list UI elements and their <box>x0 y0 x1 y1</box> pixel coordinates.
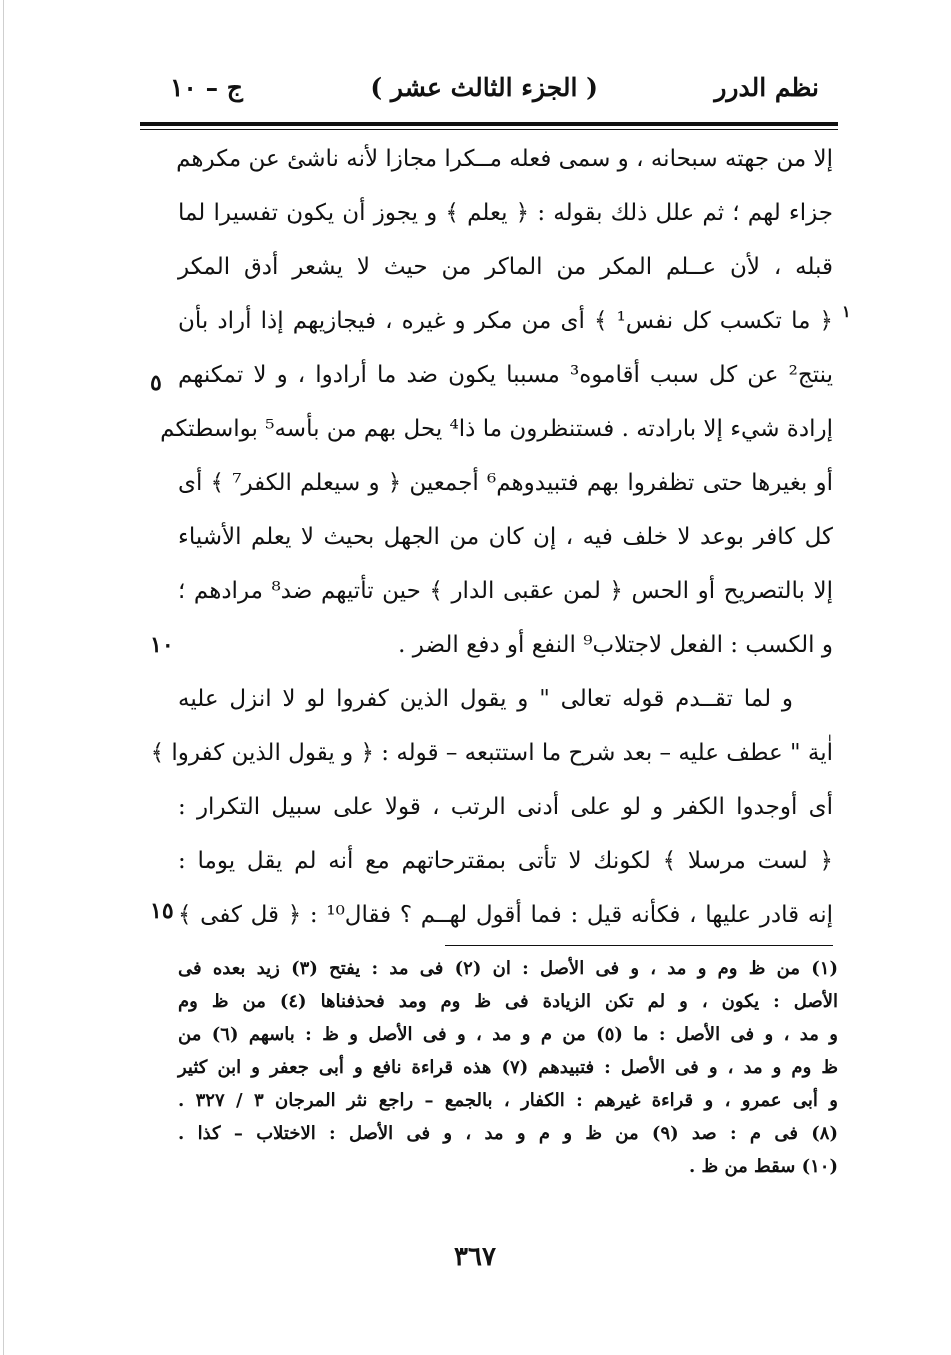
header-rule-thin <box>140 129 838 130</box>
text-line: إرادة شيء إلا بارادته . فستنظرون ما ذا⁴ يحل بهم من بأسه⁵ بواسطتكم <box>160 416 833 442</box>
line-number-5: ٥ <box>150 370 162 396</box>
text-line: ﴿ ما تكسب كل نفس¹ ﴾ أى من مكر و غيره ، فيجازيهم إذا أراد بأن <box>178 308 833 334</box>
line-number-15: ١٥ <box>150 898 174 924</box>
text-line: إلا بالتصريح أو الحس ﴿ لمن عقبى الدار ﴾ حين تأتيهم ضد⁸ مرادهم ؛ <box>178 578 833 604</box>
page-edge <box>3 0 4 1355</box>
running-book-title: نظم الدرر <box>714 73 819 102</box>
text-line: قبله ، لأن عــلم المكر من الماكر من حيث لا يشعر أدق المكر <box>178 254 833 280</box>
footnote-line: ظ وم و مد ، و فى الأصل : فتبيدهم (٧) هذه قراءة نافع و أبى جعفر و ابن كثير <box>178 1057 838 1078</box>
text-line: اٰية " عطف عليه – بعد شرح ما استتبعه – قوله : ﴿ و يقول الذين كفروا ﴾ <box>150 740 833 766</box>
running-volume-ref: ج – ١٠ <box>170 73 243 102</box>
footnote-rule <box>445 945 833 946</box>
footnotes <box>178 952 838 1183</box>
text-line: أو بغيرها حتى تظفروا بهم فتبيدوهم⁶ أجمعين ﴿ و سيعلم الكفر⁷ ﴾ أى <box>178 470 834 496</box>
text-line: ينتج² عن كل سبب أقاموه³ مسببا يكون ضد ما أرادوا ، و لا تمكنهم <box>178 362 833 388</box>
footnote-line: الأصل : يكون ، و لم تكن الزيادة فى ظ وم ومد فحذفناها (٤) من ظ وم <box>178 991 838 1012</box>
page-number: ٣٦٧ <box>454 1242 496 1272</box>
text-line: و الكسب : الفعل لاجتلاب⁹ النفع أو دفع الضر . <box>398 632 833 658</box>
line-number-10: ١٠ <box>150 632 174 658</box>
text-line: جزاء لهم ؛ ثم علل ذلك بقوله : ﴿ يعلم ﴾ و يجوز أن يكون تفسيرا لما <box>178 200 833 226</box>
footnote-line: (٨) فى م : صد (٩) من ظ و م و مد ، و فى الأصل : الاختلاب – كذا . <box>178 1123 838 1144</box>
text-line: ﴿ لست مرسلا ﴾ لكونك لا تأتى بمقترحاتهم مع أنه لم يقل يوما : <box>178 848 833 874</box>
footnote-line: (١) من ظ وم و مد ، و فى الأصل : ان (٢) فى مد : يفتح (٣) زيد بعده فى <box>178 958 838 979</box>
footnote-line: و أبى عمرو ، و قراءة غيرهم : الكفار ، بالجمع – راجع نثر المرجان ٣ / ٣٢٧ . <box>178 1090 838 1111</box>
text-line: و لما تقــدم قوله تعالى " و يقول الذين كفروا لو لا انزل عليه <box>178 686 793 712</box>
footnote-line: (١٠) سقط من ظ . <box>689 1156 838 1177</box>
running-part-title: ( الجزء الثالث عشر ) <box>370 73 598 102</box>
text-line: كل كافر بوعد لا خلف فيه ، إن كان من الجهل بحيث لا يعلم الأشياء <box>178 524 833 550</box>
text-line: إنه قادر عليها ، فكأنه قيل : فما أقول لهــم ؟ فقال¹⁰ : ﴿ قل كفى ﴾ <box>178 902 833 928</box>
text-line: أى أوجدوا الكفر و لو على أدنى الرتب ، قولا على سبيل التكرار : <box>178 794 833 820</box>
header-rule-thick <box>140 122 838 126</box>
text-line: إلا من جهته سبحانه ، و سمى فعله مــكرا مجازا لأنه ناشئ عن مكرهم <box>176 146 833 172</box>
footnote-line: و مد ، و فى الأصل : ما (٥) من م و مد ، و فى الأصل و ظ : باسهم (٦) من <box>178 1024 838 1045</box>
line-number-1: ١ <box>842 302 851 321</box>
